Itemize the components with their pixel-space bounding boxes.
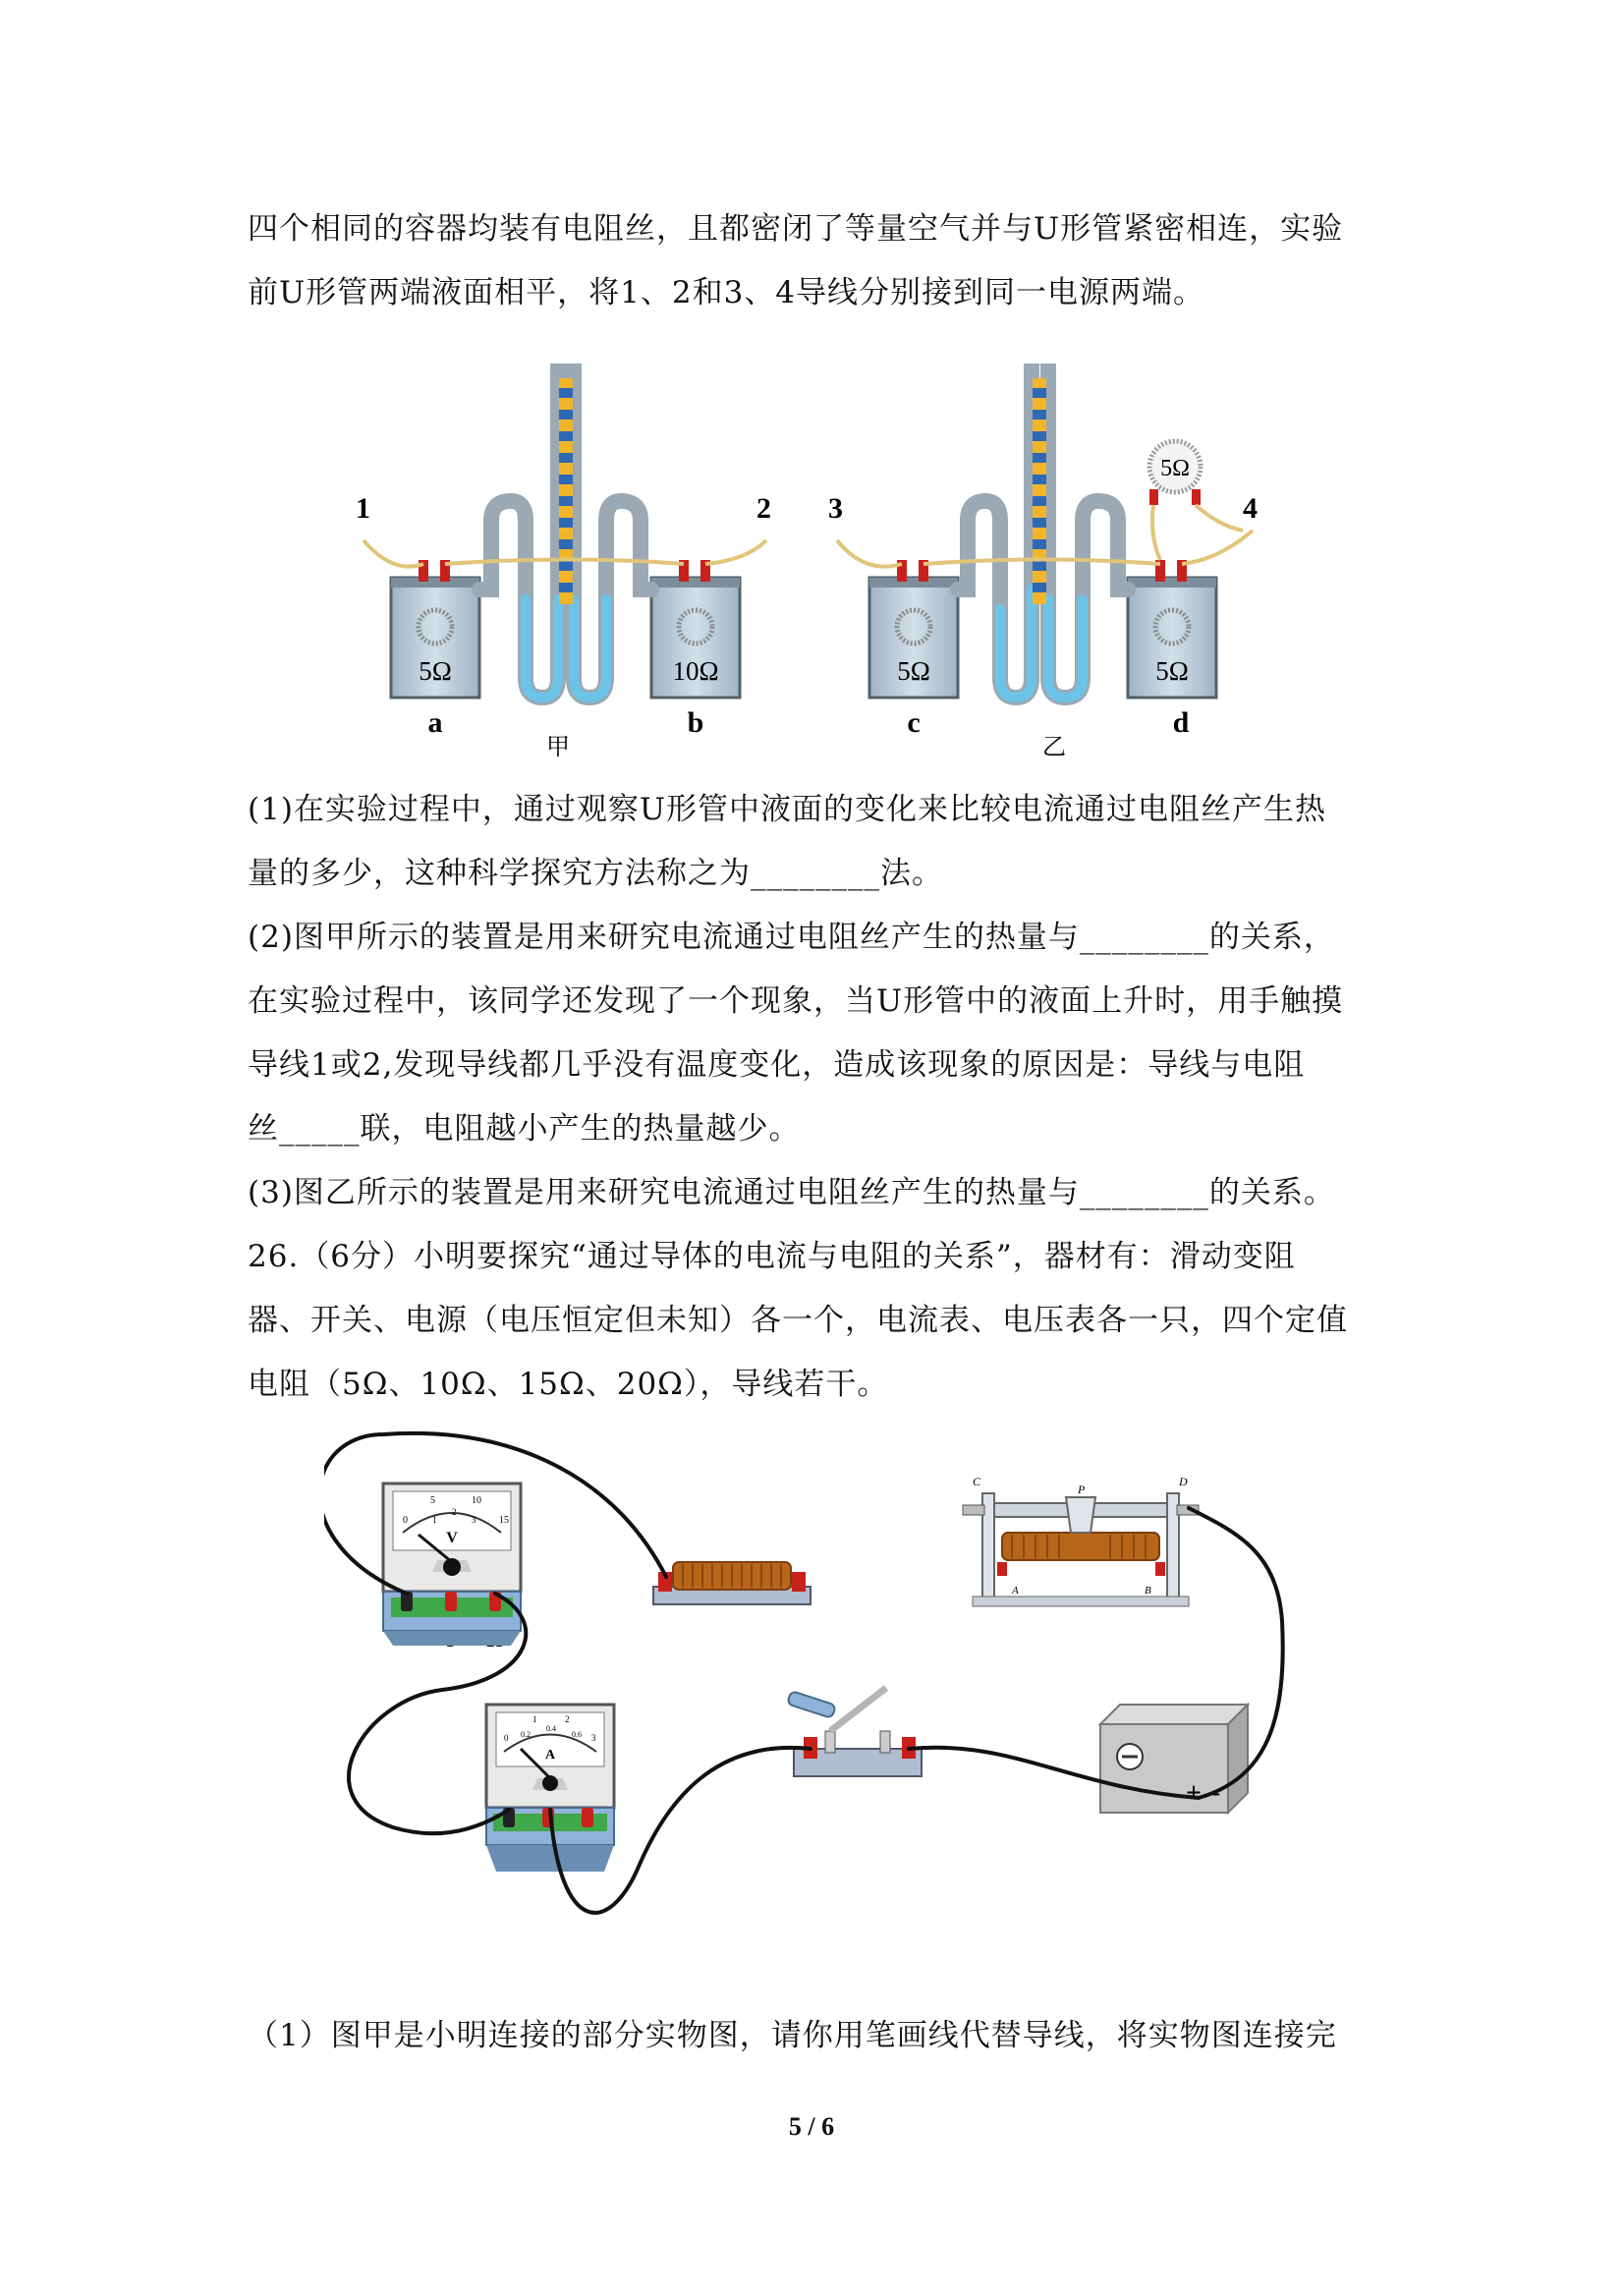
q2-line-1: (2)图甲所示的装置是用来研究电流通过电阻丝产生的热量与________的关系， — [248, 920, 1335, 955]
container-b-resistance: 10Ω — [672, 656, 719, 686]
followup-line-1: （1）图甲是小明连接的部分实物图，请你用笔画线代替导线，将实物图连接完 — [248, 2018, 1337, 2053]
voltmeter-scale-10: 10 — [472, 1495, 481, 1506]
wire-label-4: 4 — [1243, 492, 1258, 525]
problem26-line-3: 电阻（5Ω、10Ω、15Ω、20Ω），导线若干。 — [248, 1367, 889, 1402]
problem26-line-1: 26.（6分）小明要探究“通过导体的电流与电阻的关系”，器材有：滑动变阻 — [248, 1239, 1296, 1274]
q2-line-4: 丝_____联，电阻越小产生的热量越少。 — [248, 1111, 801, 1147]
external-resistor-value: 5Ω — [1160, 456, 1190, 481]
container-letter-d: d — [1172, 706, 1190, 739]
circuit-figure — [324, 1425, 1326, 1935]
wire-label-1: 1 — [356, 492, 370, 525]
ammeter-letter: A — [544, 1748, 556, 1763]
ammeter-scale-3: 3 — [591, 1733, 596, 1743]
voltmeter-inner-1: 1 — [432, 1515, 437, 1525]
voltmeter-scale-0: 0 — [403, 1515, 408, 1526]
rheostat-label-a: A — [1012, 1585, 1019, 1596]
container-d-resistance: 5Ω — [1155, 656, 1189, 686]
container-a — [391, 560, 479, 698]
fixed-resistor — [653, 1562, 811, 1604]
ammeter-inner-06: 0.6 — [572, 1730, 582, 1739]
ammeter-scale-0: 0 — [504, 1733, 509, 1743]
wire-label-2: 2 — [756, 492, 771, 525]
problem26-line-2: 器、开关、电源（电压恒定但未知）各一个，电流表、电压表各一只，四个定值 — [248, 1303, 1348, 1338]
container-c-resistance: 5Ω — [897, 656, 930, 686]
wire-label-3: 3 — [828, 492, 843, 525]
rheostat-label-d: D — [1179, 1475, 1188, 1488]
caption-jia: 甲 — [546, 735, 570, 760]
voltmeter-scale-5: 5 — [430, 1495, 435, 1506]
container-a-resistance: 5Ω — [419, 656, 452, 686]
scale-left — [559, 378, 573, 604]
rheostat-label-p: P — [1078, 1483, 1086, 1496]
container-b — [651, 560, 740, 698]
voltmeter-inner-2: 2 — [452, 1507, 457, 1517]
q3-line-1: (3)图乙所示的装置是用来研究电流通过电阻丝产生的热量与________的关系。 — [248, 1175, 1335, 1210]
container-letter-c: c — [907, 706, 921, 739]
joule-heating-figure — [334, 364, 1297, 771]
rheostat-label-c: C — [973, 1475, 981, 1488]
external-resistor — [1149, 441, 1201, 505]
voltmeter-letter: V — [446, 1530, 458, 1546]
container-letter-b: b — [687, 706, 704, 739]
q2-line-3: 导线1或2,发现导线都几乎没有温度变化，造成该现象的原因是：导线与电阻 — [248, 1047, 1306, 1083]
ammeter-inner-04: 0.4 — [546, 1724, 556, 1733]
container-c — [869, 560, 958, 698]
voltmeter-inner-3: 3 — [472, 1515, 476, 1525]
q1-line-1: (1)在实验过程中，通过观察U形管中液面的变化来比较电流通过电阻丝产生热 — [248, 792, 1327, 827]
ammeter-inner-02: 0.2 — [521, 1730, 531, 1739]
battery-minus: - — [1212, 1780, 1220, 1806]
rheostat-label-b: B — [1145, 1585, 1151, 1596]
intro-line-2: 前U形管两端液面相平，将1、2和3、4导线分别接到同一电源两端。 — [248, 275, 1205, 310]
ammeter-scale-1: 1 — [532, 1714, 537, 1724]
ammeter — [486, 1705, 614, 1872]
knife-switch — [787, 1688, 922, 1776]
container-letter-a: a — [427, 706, 443, 739]
caption-yi: 乙 — [1042, 735, 1066, 760]
q1-line-2: 量的多少，这种科学探究方法称之为________法。 — [248, 856, 943, 891]
page-number: 5 / 6 — [788, 2112, 835, 2141]
ammeter-scale-2: 2 — [565, 1714, 570, 1724]
q2-line-2: 在实验过程中，该同学还发现了一个现象，当U形管中的液面上升时，用手触摸 — [248, 983, 1344, 1019]
scale-right — [1033, 378, 1046, 604]
intro-line-1: 四个相同的容器均装有电阻丝，且都密闭了等量空气并与U形管紧密相连，实验 — [248, 211, 1344, 247]
battery-plus: + — [1186, 1778, 1202, 1809]
voltmeter-scale-15: 15 — [499, 1515, 509, 1526]
container-d — [1128, 560, 1216, 698]
voltmeter — [383, 1484, 521, 1652]
